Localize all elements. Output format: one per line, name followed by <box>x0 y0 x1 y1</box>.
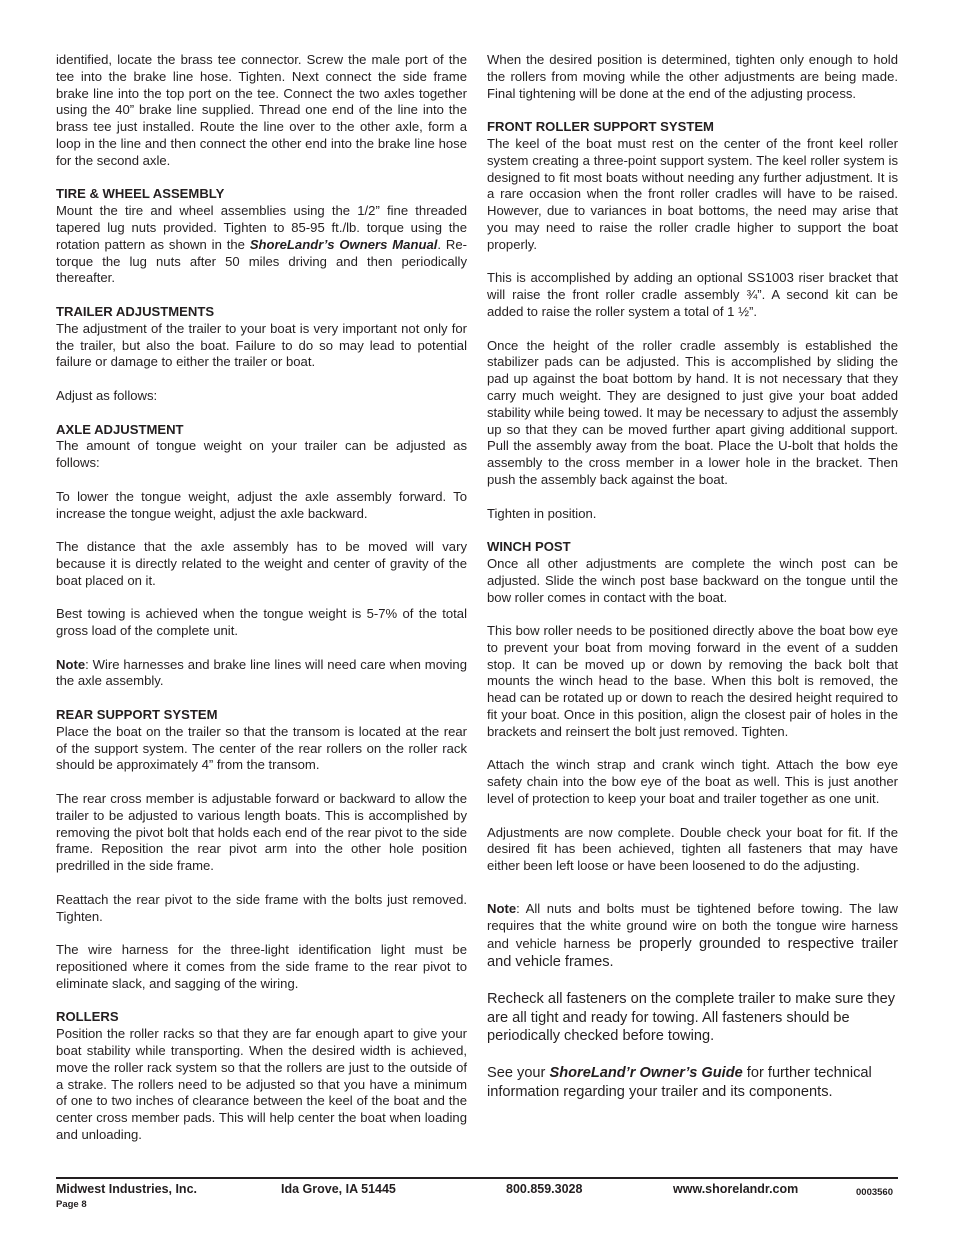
axle-note-paragraph <box>56 657 467 691</box>
axle-adjustment-heading: AXLE ADJUSTMENT <box>56 421 184 437</box>
best-towing-paragraph: Best towing is achieved when the tongue weight is 5-7% of the total gross load of the complete unit. <box>56 606 467 639</box>
footer-divider <box>56 1177 898 1179</box>
winch-post-heading: WINCH POST <box>487 539 571 555</box>
axle-distance-paragraph: The distance that the axle assembly has to be moved will vary because it is directly related to the weight and center of gravity of the boat placed on it. <box>56 539 467 588</box>
owners-guide-reference: ShoreLand’r Owner’s Guide <box>549 1065 743 1082</box>
tire-text-part-1: Mount the tire and wheel assemblies using the 1/2” fine threaded tapered lug nuts provided. Tighten to 85-95 ft./lb. torque using the rotation pattern as shown in the <box>56 203 467 252</box>
tighten-in-position: Tighten in position. <box>487 505 597 521</box>
see-guide-pre: See your <box>487 1065 550 1082</box>
trailer-adjustments-heading: TRAILER ADJUSTMENTS <box>56 303 215 319</box>
rollers-paragraph: Position the roller racks so that they are far enough apart to give your boat stability while transporting. When the desired width is achieved, move the roller rack system so that the rollers are just to the outside of a strake. The rollers need to be adjusted so that you have a minimum of one to two inches of clearance between the keel of the boat and the center cross member pads. This will help center the boat when loading and unloading. <box>56 1026 467 1142</box>
brake-line-paragraph: identified, locate the brass tee connector. Screw the male port of the tee into the brake line hose. Tighten. Next connect the side frame brake line into the top port on the tee. Connect the two axles together using the 40” brake line supplied. Thread one end of the line into the brass tee just installed. Route the line over to the other axle, form a loop in the line and then connect the other end into the brake line hose for the second axle. <box>56 52 467 168</box>
see-guide-post: for further technical information regarding your trailer and its components. <box>487 1065 872 1100</box>
adjustments-complete-paragraph: Adjustments are now complete. Double check your boat for fit. If the desired fit has been achieved, tighten all fasteners that may have either been left loose or have been loosened to do the adjusting. <box>487 824 898 874</box>
desired-position-paragraph: When the desired position is determined, tighten only enough to hold the rollers from moving while the other adjustments are being made. Final tightening will be done at the end of the adjusting process. <box>487 52 898 101</box>
recheck-fasteners-paragraph: Recheck all fasteners on the complete trailer to make sure they are all tight and ready for towing. All fasteners should be periodically checked before towing. <box>487 991 896 1045</box>
front-roller-heading: FRONT ROLLER SUPPORT SYSTEM <box>487 119 714 135</box>
trailer-adjustments-paragraph: The adjustment of the trailer to your boat is very important not only for the trailer, but also the boat. Failure to do so may lead to potential failure or damage to either the trailer or boat. <box>56 320 467 370</box>
stabilizer-pads-paragraph: Once the height of the roller cradle assembly is established the stabilizer pads can be adjusted. This is accomplished by sliding the pad up against the boat bottom by hand. It is not necessary that they carry much weight. They are designed to just give your boat added stability while being towed. It may be necessary to adjust the assembly up so that they can be moved further apart giving additional support. Pull the assembly away from the boat. Place the U-bolt that holds the assembly to the cross member in a lower hole in the bracket. Then push the assembly back against the boat. <box>487 337 898 487</box>
tire-wheel-heading: TIRE & WHEEL ASSEMBLY <box>56 186 225 202</box>
winch-strap-paragraph: Attach the winch strap and crank winch tight. Attach the bow eye safety chain into the bow eye of the boat as well. This is just another level of protection to keep your boat and trailer together as one unit. <box>487 757 898 807</box>
note-label: Note <box>487 901 517 917</box>
footer-document-code: 0003560 <box>856 1187 893 1198</box>
see-guide-paragraph <box>487 1064 898 1101</box>
rollers-heading: ROLLERS <box>56 1009 119 1025</box>
ground-note-large-text: properly grounded to respective trailer and vehicle frames. <box>487 935 898 971</box>
tire-text-part-2: . Re-torque the lug nuts after 50 miles driving and then periodically thereafter. <box>56 236 468 286</box>
bow-roller-paragraph: This bow roller needs to be positioned directly above the boat bow eye to prevent your boat from moving forward in the event of a sudden stop. It can be moved up or down by removing the back bolt that mounts the winch head to the base. When this bolt is removed, the head can be rotated up or down to reach the desired height required to fit your boat. Once in this position, align the closest pair of holes in the brackets and reinsert the bolt just removed. Tighten. <box>487 623 898 739</box>
rear-cross-member-paragraph: The rear cross member is adjustable forward or backward to allow the trailer to be adjusted to various length boats. This is accomplished by removing the pivot bolt that holds each end of the rear pivot to the side frame. Reposition the rear pivot arm into the other hole position predrilled in the side frame. <box>56 791 467 874</box>
riser-bracket-paragraph: This is accomplished by adding an optional SS1003 riser bracket that will raise the front roller cradle assembly ¾”. A second kit can be added to raise the roller system a total of 1 ½”. <box>487 270 898 319</box>
ground-note-small-text: : All nuts and bolts must be tightened before towing. The law requires that the white ground wire on both the tongue wire harness and vehicle harness be <box>487 901 898 951</box>
winch-post-paragraph: Once all other adjustments are complete the winch post can be adjusted. Slide the winch post base backward on the tongue until the bow roller comes in contact with the boat. <box>487 555 898 605</box>
footer-city: Ida Grove, IA 51445 <box>281 1182 396 1196</box>
axle-tongue-weight-paragraph: To lower the tongue weight, adjust the axle assembly forward. To increase the tongue weight, adjust the axle backward. <box>56 488 467 521</box>
rear-support-paragraph: Place the boat on the trailer so that the transom is located at the rear of the support system. The center of the rear rollers on the roller rack should be approximately 4” from the transom. <box>56 723 467 773</box>
adjust-as-follows: Adjust as follows: <box>56 387 158 403</box>
rear-reattach-paragraph: Reattach the rear pivot to the side frame with the bolts just removed. Tighten. <box>56 891 467 924</box>
front-roller-paragraph: The keel of the boat must rest on the center of the front keel roller system creating a three-point support system. The keel roller system is designed to fit most boats without needing any further adjustment. It is a rare occasion when the front roller cradles will have to be raised. However, due to variances in boat bottoms, the need may arise that you may need to raise the roller cradle higher to support the boat properly. <box>487 135 898 252</box>
rear-support-heading: REAR SUPPORT SYSTEM <box>56 707 218 723</box>
footer-website: www.shorelandr.com <box>673 1182 799 1196</box>
axle-adjustment-paragraph: The amount of tongue weight on your trailer can be adjusted as follows: <box>56 438 467 471</box>
footer-page-number: Page 8 <box>56 1199 87 1210</box>
right-column <box>487 52 898 1101</box>
axle-note-text: : Wire harnesses and brake line lines will need care when moving the axle assembly. <box>56 656 467 689</box>
footer-phone: 800.859.3028 <box>506 1182 583 1196</box>
owners-manual-reference: ShoreLandr’s Owners Manual <box>249 236 438 252</box>
note-label: Note <box>56 656 86 672</box>
left-column <box>56 52 467 1144</box>
tire-wheel-paragraph <box>56 203 467 287</box>
rear-wire-harness-paragraph: The wire harness for the three-light identification light must be repositioned where it comes from the side frame to the rear pivot to eliminate slack, and sagging of the wiring. <box>56 942 467 991</box>
ground-wire-note <box>487 901 898 972</box>
footer-company: Midwest Industries, Inc. <box>56 1182 197 1196</box>
